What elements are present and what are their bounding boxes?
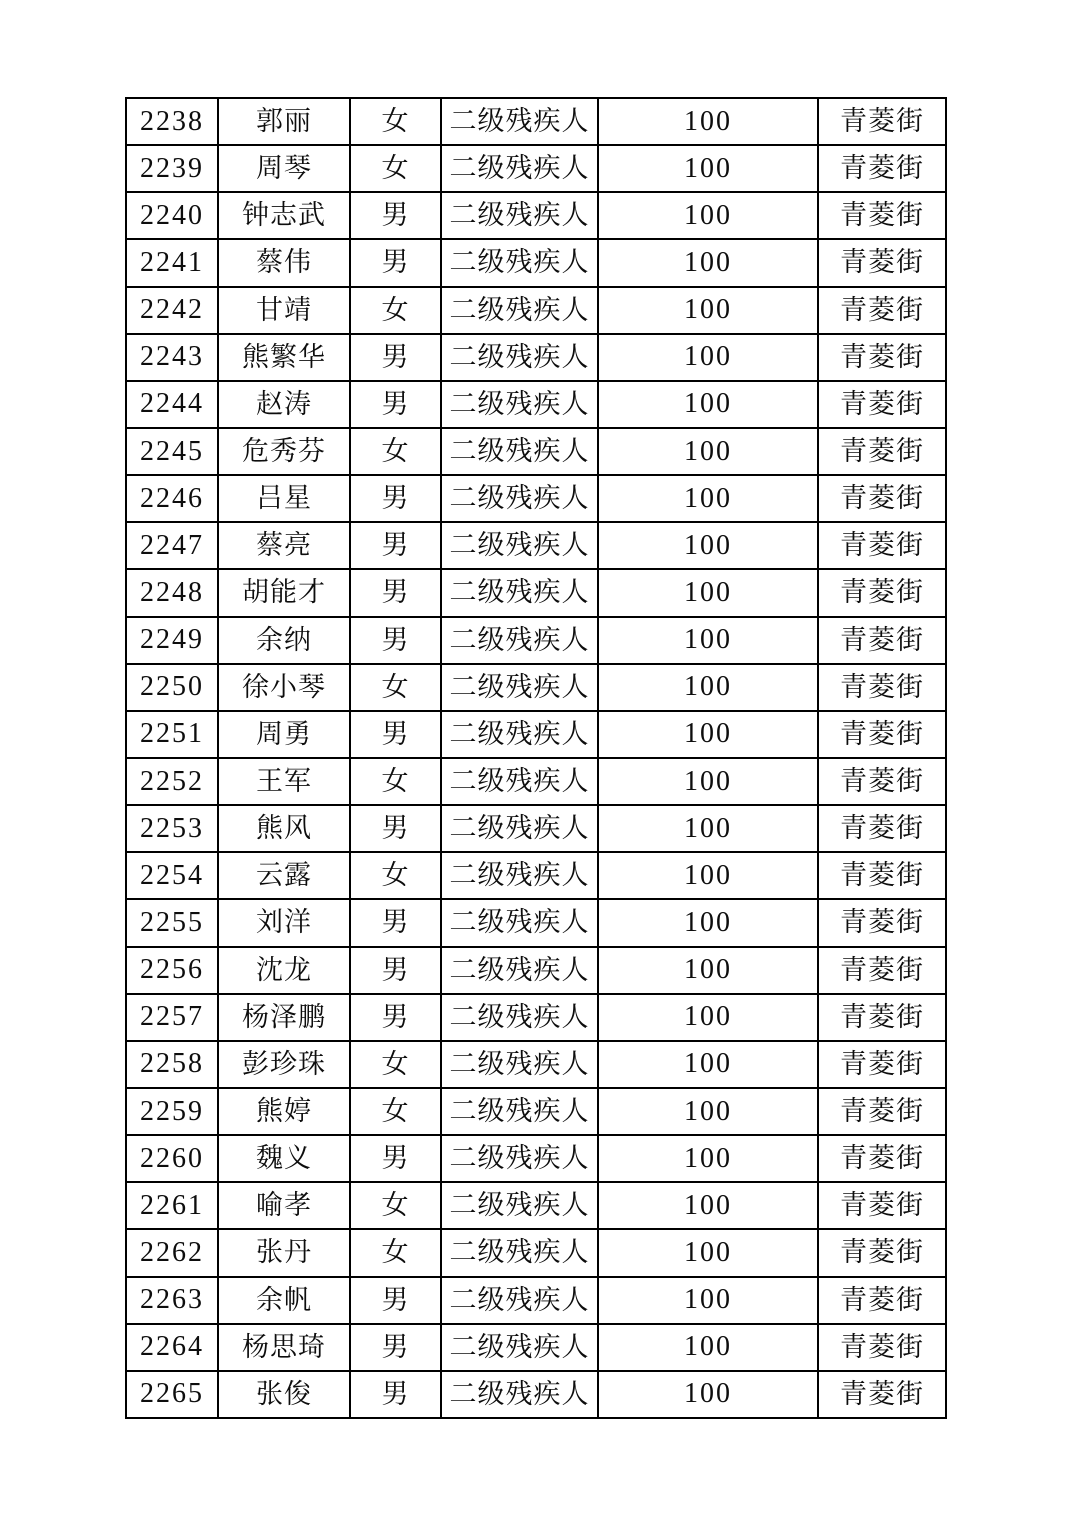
cell-amount: 100 [598,852,818,899]
cell-person-name: 张俊 [218,1371,350,1418]
cell-category: 二级残疾人 [441,711,598,758]
cell-serial-number: 2249 [126,617,218,664]
cell-street: 青菱街 [818,1135,946,1182]
cell-serial-number: 2260 [126,1135,218,1182]
cell-person-name: 吕星 [218,475,350,522]
table-row [126,1041,946,1088]
cell-category: 二级残疾人 [441,1229,598,1276]
cell-person-name: 张丹 [218,1229,350,1276]
table-row [126,1088,946,1135]
cell-street: 青菱街 [818,1229,946,1276]
cell-serial-number: 2238 [126,98,218,145]
cell-amount: 100 [598,1277,818,1324]
cell-amount: 100 [598,239,818,286]
cell-amount: 100 [598,145,818,192]
table-row [126,1135,946,1182]
cell-category: 二级残疾人 [441,287,598,334]
cell-street: 青菱街 [818,475,946,522]
table-row [126,569,946,616]
cell-street: 青菱街 [818,617,946,664]
cell-person-name: 杨泽鹏 [218,994,350,1041]
cell-category: 二级残疾人 [441,522,598,569]
table-row [126,145,946,192]
cell-person-name: 钟志武 [218,192,350,239]
cell-person-name: 徐小琴 [218,664,350,711]
cell-serial-number: 2259 [126,1088,218,1135]
table-row [126,664,946,711]
cell-gender: 女 [350,664,441,711]
cell-serial-number: 2243 [126,334,218,381]
cell-street: 青菱街 [818,287,946,334]
cell-category: 二级残疾人 [441,758,598,805]
cell-serial-number: 2263 [126,1277,218,1324]
cell-serial-number: 2244 [126,381,218,428]
cell-gender: 女 [350,1182,441,1229]
cell-person-name: 危秀芬 [218,428,350,475]
table-row [126,899,946,946]
cell-serial-number: 2255 [126,899,218,946]
cell-amount: 100 [598,381,818,428]
cell-amount: 100 [598,899,818,946]
cell-serial-number: 2257 [126,994,218,1041]
cell-amount: 100 [598,805,818,852]
table-row [126,1182,946,1229]
cell-amount: 100 [598,1182,818,1229]
cell-category: 二级残疾人 [441,1088,598,1135]
cell-gender: 男 [350,899,441,946]
cell-gender: 男 [350,334,441,381]
table-row [126,239,946,286]
cell-category: 二级残疾人 [441,569,598,616]
cell-gender: 男 [350,381,441,428]
cell-category: 二级残疾人 [441,334,598,381]
cell-street: 青菱街 [818,1371,946,1418]
cell-amount: 100 [598,1324,818,1371]
cell-serial-number: 2252 [126,758,218,805]
cell-person-name: 赵涛 [218,381,350,428]
cell-serial-number: 2246 [126,475,218,522]
cell-category: 二级残疾人 [441,994,598,1041]
cell-person-name: 周琴 [218,145,350,192]
table-row [126,1324,946,1371]
cell-person-name: 周勇 [218,711,350,758]
cell-gender: 男 [350,805,441,852]
cell-person-name: 魏义 [218,1135,350,1182]
table-row [126,1371,946,1418]
cell-gender: 男 [350,1371,441,1418]
table-row [126,428,946,475]
cell-amount: 100 [598,1088,818,1135]
cell-category: 二级残疾人 [441,239,598,286]
cell-gender: 男 [350,1135,441,1182]
cell-person-name: 余纳 [218,617,350,664]
cell-amount: 100 [598,711,818,758]
cell-street: 青菱街 [818,522,946,569]
cell-amount: 100 [598,569,818,616]
cell-gender: 女 [350,1088,441,1135]
cell-category: 二级残疾人 [441,145,598,192]
cell-amount: 100 [598,994,818,1041]
cell-serial-number: 2265 [126,1371,218,1418]
cell-street: 青菱街 [818,381,946,428]
cell-serial-number: 2262 [126,1229,218,1276]
cell-amount: 100 [598,522,818,569]
cell-person-name: 王军 [218,758,350,805]
cell-category: 二级残疾人 [441,947,598,994]
cell-amount: 100 [598,287,818,334]
cell-category: 二级残疾人 [441,805,598,852]
table-row [126,192,946,239]
cell-serial-number: 2242 [126,287,218,334]
cell-street: 青菱街 [818,805,946,852]
cell-person-name: 蔡伟 [218,239,350,286]
table-row [126,852,946,899]
cell-amount: 100 [598,1135,818,1182]
cell-serial-number: 2256 [126,947,218,994]
cell-person-name: 刘洋 [218,899,350,946]
cell-street: 青菱街 [818,664,946,711]
cell-category: 二级残疾人 [441,98,598,145]
cell-street: 青菱街 [818,334,946,381]
cell-gender: 女 [350,98,441,145]
table-row [126,947,946,994]
table-row [126,381,946,428]
cell-person-name: 云露 [218,852,350,899]
cell-person-name: 胡能才 [218,569,350,616]
cell-gender: 男 [350,522,441,569]
cell-person-name: 沈龙 [218,947,350,994]
cell-street: 青菱街 [818,711,946,758]
cell-category: 二级残疾人 [441,1135,598,1182]
cell-category: 二级残疾人 [441,617,598,664]
cell-street: 青菱街 [818,1041,946,1088]
table-row [126,475,946,522]
cell-amount: 100 [598,428,818,475]
table-row [126,1229,946,1276]
cell-category: 二级残疾人 [441,1371,598,1418]
cell-category: 二级残疾人 [441,1182,598,1229]
benefits-roster-table [125,97,947,1419]
cell-person-name: 喻孝 [218,1182,350,1229]
cell-serial-number: 2248 [126,569,218,616]
cell-category: 二级残疾人 [441,475,598,522]
cell-amount: 100 [598,664,818,711]
cell-serial-number: 2250 [126,664,218,711]
cell-street: 青菱街 [818,569,946,616]
cell-street: 青菱街 [818,98,946,145]
cell-amount: 100 [598,947,818,994]
cell-street: 青菱街 [818,994,946,1041]
table-row [126,522,946,569]
cell-amount: 100 [598,1229,818,1276]
cell-person-name: 余帆 [218,1277,350,1324]
cell-gender: 女 [350,1041,441,1088]
cell-street: 青菱街 [818,947,946,994]
cell-gender: 男 [350,569,441,616]
cell-category: 二级残疾人 [441,899,598,946]
cell-gender: 女 [350,145,441,192]
cell-serial-number: 2239 [126,145,218,192]
cell-gender: 男 [350,1277,441,1324]
cell-serial-number: 2247 [126,522,218,569]
cell-person-name: 彭珍珠 [218,1041,350,1088]
table-row [126,994,946,1041]
cell-category: 二级残疾人 [441,428,598,475]
cell-amount: 100 [598,334,818,381]
cell-serial-number: 2261 [126,1182,218,1229]
table-row [126,98,946,145]
cell-gender: 男 [350,475,441,522]
cell-person-name: 蔡亮 [218,522,350,569]
table-row [126,1277,946,1324]
cell-serial-number: 2240 [126,192,218,239]
table-row [126,334,946,381]
table-row [126,617,946,664]
cell-street: 青菱街 [818,899,946,946]
cell-street: 青菱街 [818,1088,946,1135]
cell-street: 青菱街 [818,1182,946,1229]
cell-amount: 100 [598,98,818,145]
cell-gender: 男 [350,1324,441,1371]
cell-gender: 男 [350,192,441,239]
cell-category: 二级残疾人 [441,1277,598,1324]
cell-category: 二级残疾人 [441,381,598,428]
cell-amount: 100 [598,617,818,664]
cell-street: 青菱街 [818,1324,946,1371]
cell-category: 二级残疾人 [441,852,598,899]
cell-gender: 男 [350,239,441,286]
cell-gender: 男 [350,711,441,758]
table-body [126,98,946,1418]
cell-serial-number: 2254 [126,852,218,899]
cell-person-name: 杨思琦 [218,1324,350,1371]
cell-street: 青菱街 [818,1277,946,1324]
cell-gender: 男 [350,617,441,664]
cell-gender: 女 [350,287,441,334]
cell-amount: 100 [598,1041,818,1088]
cell-gender: 女 [350,758,441,805]
cell-amount: 100 [598,1371,818,1418]
cell-person-name: 熊风 [218,805,350,852]
cell-serial-number: 2245 [126,428,218,475]
cell-person-name: 甘靖 [218,287,350,334]
cell-street: 青菱街 [818,192,946,239]
cell-category: 二级残疾人 [441,1041,598,1088]
cell-person-name: 熊婷 [218,1088,350,1135]
cell-amount: 100 [598,758,818,805]
cell-serial-number: 2264 [126,1324,218,1371]
table-row [126,711,946,758]
cell-amount: 100 [598,475,818,522]
cell-serial-number: 2253 [126,805,218,852]
cell-category: 二级残疾人 [441,1324,598,1371]
cell-serial-number: 2258 [126,1041,218,1088]
cell-category: 二级残疾人 [441,664,598,711]
cell-gender: 女 [350,852,441,899]
cell-amount: 100 [598,192,818,239]
cell-person-name: 熊繁华 [218,334,350,381]
cell-street: 青菱街 [818,758,946,805]
cell-gender: 女 [350,428,441,475]
cell-street: 青菱街 [818,145,946,192]
cell-gender: 女 [350,1229,441,1276]
cell-serial-number: 2241 [126,239,218,286]
cell-street: 青菱街 [818,852,946,899]
table-row [126,758,946,805]
cell-serial-number: 2251 [126,711,218,758]
cell-person-name: 郭丽 [218,98,350,145]
table-row [126,287,946,334]
cell-street: 青菱街 [818,239,946,286]
cell-gender: 男 [350,947,441,994]
cell-category: 二级残疾人 [441,192,598,239]
cell-gender: 男 [350,994,441,1041]
table-row [126,805,946,852]
cell-street: 青菱街 [818,428,946,475]
